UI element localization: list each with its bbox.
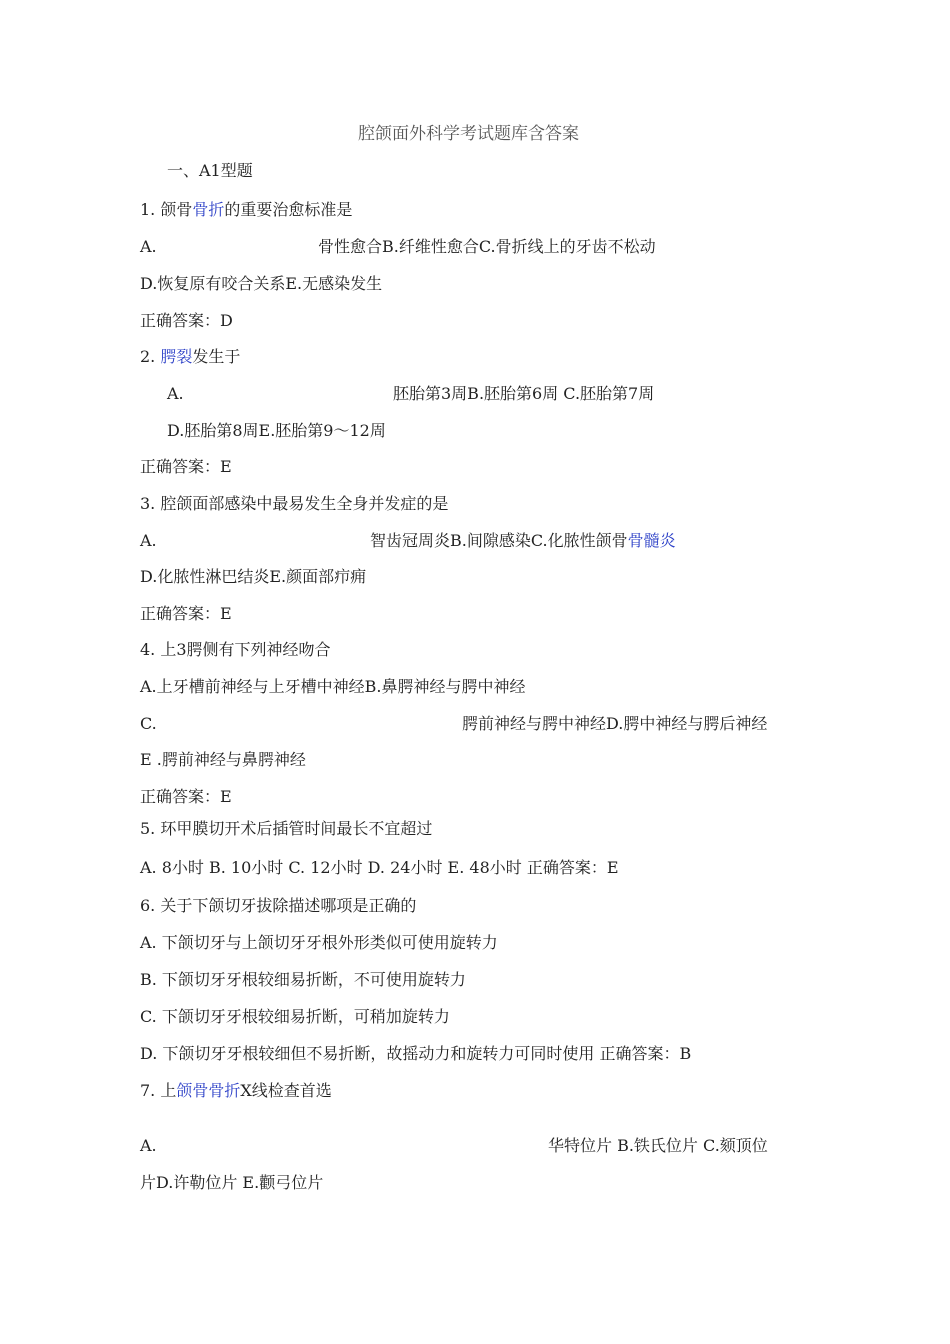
question-7-option-label: A. bbox=[140, 1136, 157, 1155]
question-3-options-line2: D.化脓性淋巴结炎E.颜面部疖痈 bbox=[140, 567, 367, 586]
question-2-stem: 2. 腭裂发生于 bbox=[140, 347, 241, 366]
question-4-answer: 正确答案：E bbox=[140, 787, 232, 806]
fracture-link[interactable]: 骨折 bbox=[192, 200, 225, 219]
question-6-stem: 6. 关于下颌切牙拔除描述哪项是正确的 bbox=[140, 896, 417, 915]
section-heading: 一、A1型题 bbox=[167, 161, 253, 180]
question-5-stem: 5. 环甲膜切开术后插管时间最长不宜超过 bbox=[140, 819, 433, 838]
question-3-option-label: A. bbox=[140, 531, 157, 550]
question-3-answer: 正确答案：E bbox=[140, 604, 232, 623]
question-3-options-line1: 智齿冠周炎B.间隙感染C.化脓性颌骨骨髓炎 bbox=[370, 531, 676, 550]
question-6-option-a: A. 下颌切牙与上颌切牙牙根外形类似可使用旋转力 bbox=[140, 933, 498, 952]
question-2-option-label: A. bbox=[167, 384, 184, 403]
question-4-options-line3: E .腭前神经与鼻腭神经 bbox=[140, 750, 306, 769]
question-7-options-line1: 华特位片 B.铁氏位片 C.颏顶位 bbox=[548, 1136, 768, 1155]
question-7-stem: 7. 上颌骨骨折X线检查首选 bbox=[140, 1081, 332, 1100]
question-3-stem: 3. 腔颌面部感染中最易发生全身并发症的是 bbox=[140, 494, 449, 513]
question-6-option-d: D. 下颌切牙牙根较细但不易折断，故摇动力和旋转力可同时使用 正确答案：B bbox=[140, 1044, 692, 1063]
question-1-options-line1: 骨性愈合B.纤维性愈合C.骨折线上的牙齿不松动 bbox=[318, 237, 656, 256]
question-7-options-line2: 片D.许勒位片 E.颧弓位片 bbox=[140, 1173, 324, 1192]
question-2-options-line1: 胚胎第3周B.胚胎第6周 C.胚胎第7周 bbox=[393, 384, 655, 403]
maxillary-fracture-link[interactable]: 颌骨骨折 bbox=[176, 1081, 241, 1100]
question-2-options-line2: D.胚胎第8周E.胚胎第9〜12周 bbox=[167, 421, 386, 440]
osteomyelitis-link[interactable]: 骨髓炎 bbox=[627, 531, 676, 550]
cleft-palate-link[interactable]: 腭裂 bbox=[160, 347, 193, 366]
question-1-options-line2: D.恢复原有咬合关系E.无感染发生 bbox=[140, 274, 383, 293]
question-1-answer: 正确答案：D bbox=[140, 311, 233, 330]
question-6-option-b: B. 下颌切牙牙根较细易折断，不可使用旋转力 bbox=[140, 970, 466, 989]
question-6-option-c: C. 下颌切牙牙根较细易折断，可稍加旋转力 bbox=[140, 1007, 450, 1026]
question-2-answer: 正确答案：E bbox=[140, 457, 232, 476]
question-5-options: A. 8小时 B. 10小时 C. 12小时 D. 24小时 E. 48小时 正确答案：E bbox=[140, 858, 619, 877]
question-1-option-label: A. bbox=[140, 237, 157, 256]
document-title: 腔颌面外科学考试题库含答案 bbox=[358, 124, 579, 144]
question-4-options-line2: 腭前神经与腭中神经D.腭中神经与腭后神经 bbox=[462, 714, 768, 733]
question-1-stem: 1. 颌骨骨折的重要治愈标准是 bbox=[140, 200, 353, 219]
question-4-options-line1: A.上牙槽前神经与上牙槽中神经B.鼻腭神经与腭中神经 bbox=[140, 677, 526, 696]
question-4-stem: 4. 上3腭侧有下列神经吻合 bbox=[140, 640, 331, 659]
question-4-option-label: C. bbox=[140, 714, 157, 733]
